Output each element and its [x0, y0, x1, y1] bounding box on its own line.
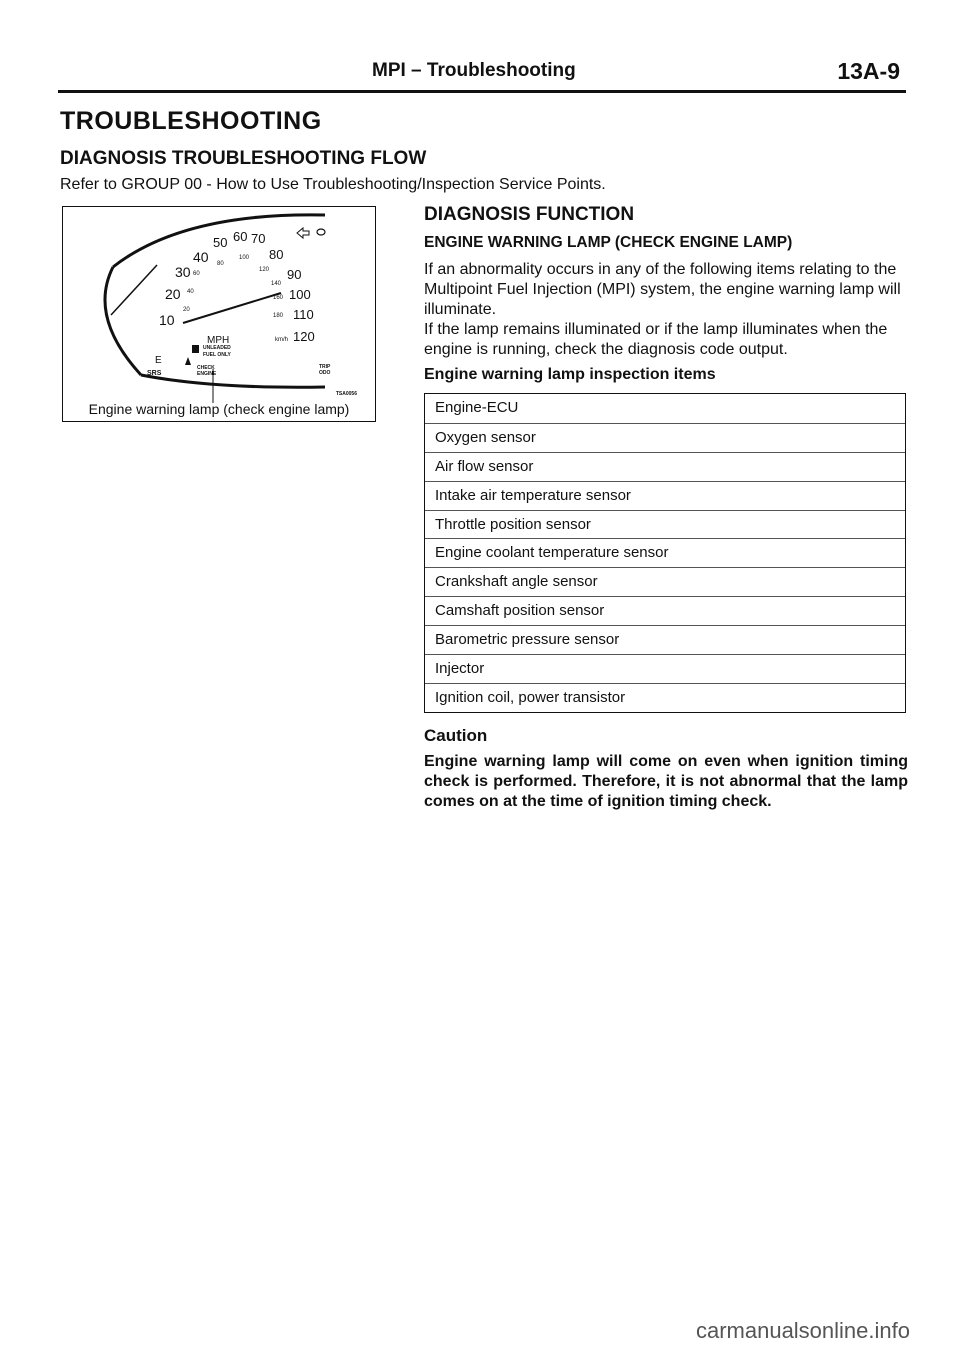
- srs-icon: [185, 357, 191, 365]
- kmh-160: 160: [273, 295, 284, 301]
- table-row: Intake air temperature sensor: [425, 481, 905, 510]
- watermark: carmanualsonline.info: [695, 1318, 910, 1343]
- header-rule: [58, 90, 906, 93]
- diagnosis-paragraph-2: If the lamp remains illuminated or if the lamp illuminates when the engine is running, check the diagnosis code output.: [424, 321, 888, 358]
- table-row: Crankshaft angle sensor: [425, 567, 905, 596]
- unleaded-label: UNLEADED: [203, 345, 231, 351]
- intro-text: Refer to GROUP 00 - How to Use Troubleshooting/Inspection Service Points.: [60, 176, 606, 193]
- kmh-100: 100: [239, 255, 250, 261]
- mph-100: 100: [289, 287, 311, 302]
- mph-30: 30: [175, 264, 191, 280]
- figure-caption: Engine warning lamp (check engine lamp): [88, 401, 350, 417]
- table-row: Injector: [425, 654, 905, 683]
- kmh-120: 120: [259, 267, 270, 273]
- kmh-40: 40: [187, 289, 194, 295]
- fuel-only-label: FUEL ONLY: [203, 352, 231, 358]
- mph-110: 110: [293, 307, 314, 322]
- kmh-unit: km/h: [275, 337, 289, 343]
- kmh-20: 20: [183, 307, 190, 313]
- table-row: Engine coolant temperature sensor: [425, 538, 905, 567]
- warning-lamp-title: ENGINE WARNING LAMP (CHECK ENGINE LAMP): [424, 234, 793, 251]
- high-beam-icon: [317, 229, 325, 235]
- check-engine-label-2: ENGINE: [197, 371, 217, 377]
- table-row: Ignition coil, power transistor: [425, 683, 905, 712]
- inspection-items-title: Engine warning lamp inspection items: [424, 366, 716, 383]
- table-row: Oxygen sensor: [425, 423, 905, 452]
- table-row: Throttle position sensor: [425, 510, 905, 539]
- caution-title: Caution: [424, 726, 488, 745]
- mph-60: 60: [233, 229, 248, 244]
- mph-90: 90: [287, 267, 302, 282]
- table-row: Barometric pressure sensor: [425, 625, 905, 654]
- kmh-60: 60: [193, 271, 200, 277]
- table-row: Engine-ECU: [435, 399, 519, 416]
- speedometer-figure: [62, 206, 376, 422]
- kmh-180: 180: [273, 313, 284, 319]
- fuel-pump-icon: [192, 345, 199, 353]
- section-heading: DIAGNOSIS TROUBLESHOOTING FLOW: [60, 148, 427, 169]
- kmh-140: 140: [271, 281, 282, 287]
- odo-label: ODO: [319, 370, 331, 376]
- kmh-80: 80: [217, 261, 224, 267]
- trip-label: TRIP: [319, 364, 331, 370]
- figure-id: TSA0056: [335, 391, 357, 397]
- page-number: 13A-9: [837, 58, 900, 84]
- mph-10: 10: [159, 312, 175, 328]
- fuel-e-label: E: [155, 355, 162, 366]
- page-heading: TROUBLESHOOTING: [60, 107, 322, 135]
- table-row: Air flow sensor: [425, 452, 905, 481]
- mph-50: 50: [213, 235, 228, 250]
- diagnosis-function-title: DIAGNOSIS FUNCTION: [424, 204, 635, 225]
- diagnosis-paragraph-1: If an abnormality occurs in any of the following items relating to the Multipoint Fuel Injection (MPI) system, the engine warning lamp will illuminate.: [424, 261, 901, 318]
- mph-70: 70: [251, 231, 266, 246]
- header-title: MPI – Troubleshooting: [372, 60, 576, 81]
- turn-signal-icon: [297, 228, 309, 238]
- check-engine-label-1: CHECK: [197, 365, 215, 371]
- caution-text: Engine warning lamp will come on even when ignition timing check is performed. Therefore, it is not abnormal that the lamp comes on at the time of ignition timing check.: [424, 753, 908, 810]
- mph-20: 20: [165, 286, 181, 302]
- mph-80: 80: [269, 247, 284, 262]
- inspection-items-table: [424, 393, 906, 713]
- srs-label: SRS: [147, 370, 162, 377]
- mph-40: 40: [193, 249, 209, 265]
- speedometer-illustration: [63, 207, 375, 421]
- mph-unit: MPH: [207, 335, 230, 346]
- table-row: Camshaft position sensor: [425, 596, 905, 625]
- mph-120: 120: [293, 329, 315, 344]
